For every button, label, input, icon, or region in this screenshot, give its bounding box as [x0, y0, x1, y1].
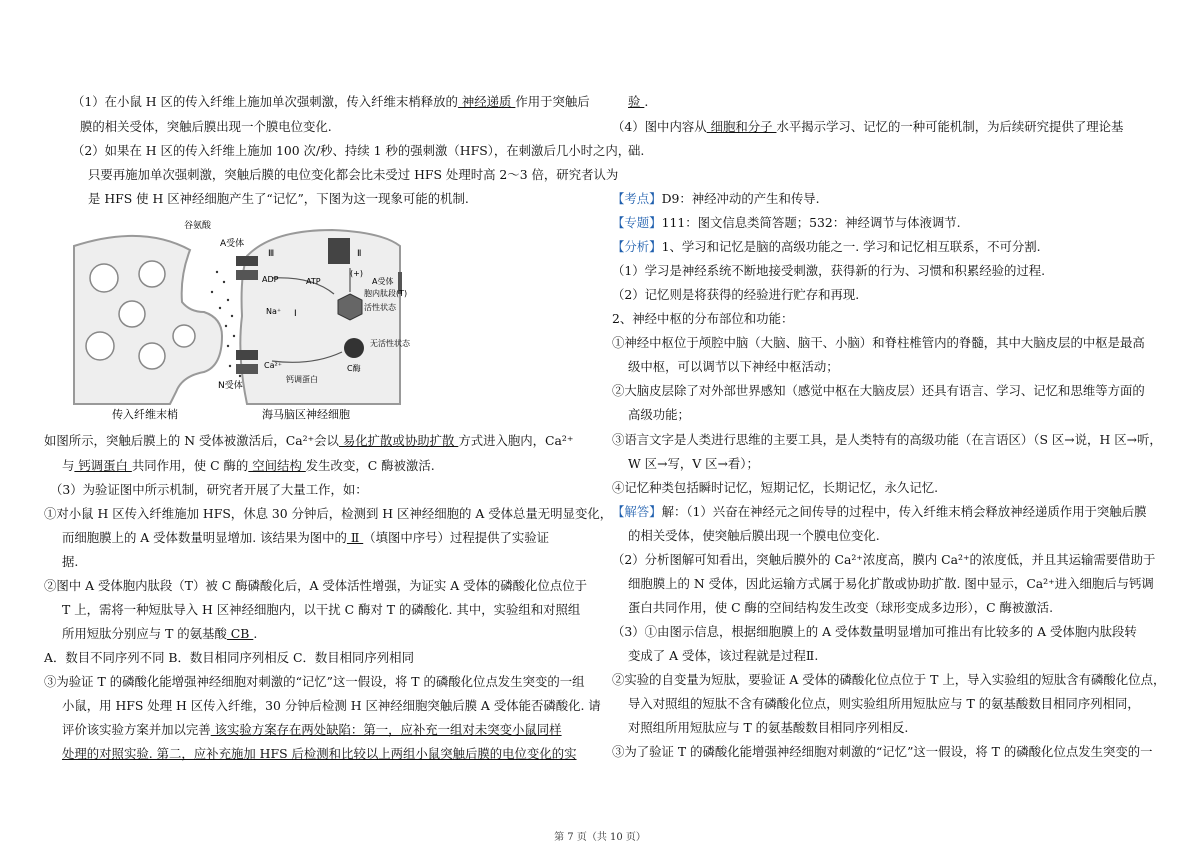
options-line: A．数目不同序列不同 B．数目相同序列相反 C．数目相同序列相同	[44, 650, 414, 665]
answer-blank: 验	[628, 94, 645, 109]
q3-2-line-1: ②图中 A 受体胞内肽段（T）被 C 酶磷酸化后，A 受体活性增强，为证实 A 受体的磷酸化位点位于	[44, 578, 588, 593]
j3-line-1: （3）①由图示信息，根据细胞膜上的 A 受体数量明显增加可推出有比较多的 A 受体胞内肽段转	[612, 624, 1137, 639]
kaodian-line: 【考点】D9：神经冲动的产生和传导.	[612, 191, 820, 206]
q4-line-1: （4）图中内容从 细胞和分子 水平揭示学习、记忆的一种可能机制，为后续研究提供了理论基	[612, 119, 1124, 134]
j4-line-2: 导入对照组的短肽不含有磷酸化位点，则实验组所用短肽应与 T 的氨基酸数目相同序列相同，	[628, 696, 1140, 711]
q2-line-5: 与 钙调蛋白 共同作用，使 C 酶的 空间结构 发生改变，C 酶被激活.	[62, 458, 435, 473]
page-footer: 第 7 页（共 10 页）	[554, 832, 646, 843]
j5-line-1: ③为了验证 T 的磷酸化能增强神经细胞对刺激的“记忆”这一假设，将 T 的磷酸化位点发生突变的一	[612, 744, 1153, 759]
f7-line: ④记忆种类包括瞬时记忆，短期记忆，长期记忆，永久记忆.	[612, 480, 939, 495]
kaodian-tag: 【考点】	[612, 191, 662, 206]
answer-blank: 细胞和分子	[706, 119, 777, 134]
q3-3-line-4	[62, 745, 577, 763]
c-enzyme-active	[338, 294, 362, 320]
postsynaptic-cell	[240, 230, 400, 404]
roman-1-label: Ⅰ	[294, 309, 297, 319]
caption-left: 传入纤维末梢	[112, 408, 178, 421]
j2-line-1: （2）分析图解可知看出，突触后膜外的 Ca²⁺浓度高，膜内 Ca²⁺的浓度低，并且其运输需要借助于	[612, 552, 1156, 567]
jieda-tag: 【解答】	[612, 504, 662, 519]
inactive-label: 无活性状态	[370, 339, 410, 348]
f6-line-1: ③语言文字是人类进行思维的主要工具，是人类特有的高级功能（在言语区）（S 区→说，H 区→听，	[612, 432, 1162, 447]
glutamate-label: 谷氨酸	[184, 221, 212, 231]
c-enzyme-inactive	[344, 338, 364, 358]
q4-line-2: 础.	[628, 143, 645, 158]
q3-3-line-2: 小鼠，用 HFS 处理 H 区传入纤维，30 分钟后检测 H 区神经细胞突触后膜 A 受体能否磷酸化. 请	[62, 698, 601, 713]
a-receptor-right-label: A受体	[372, 277, 394, 286]
answer-blank: Ⅱ	[346, 530, 364, 545]
a-receptor-label: A受体	[220, 239, 245, 249]
j3-line-2: 变成了 A 受体，该过程就是过程Ⅱ.	[628, 648, 819, 663]
f3-line: 2、神经中枢的分布部位和功能：	[612, 311, 794, 326]
r-continuation: 验 .	[628, 94, 649, 109]
caption-right: 海马脑区神经细胞	[262, 408, 350, 421]
q2-line-1: （2）如果在 H 区的传入纤维上施加 100 次/秒、持续 1 秒的强刺激（HFS），在刺激后几小时之内，	[72, 143, 631, 158]
vesicle	[119, 301, 145, 327]
q1-line-2: 膜的相关受体，突触后膜出现一个膜电位变化.	[80, 119, 332, 134]
f5-line-1: ②大脑皮层除了对外部世界感知（感觉中枢在大脑皮层）还具有语言、学习、记忆和思维等方面的	[612, 383, 1145, 398]
roman-3-label: Ⅲ	[268, 249, 275, 259]
active-label: 活性状态	[364, 303, 396, 312]
j4-line-1: ②实验的自变量为短肽，要验证 A 受体的磷酸化位点位于 T 上，导入实验组的短肽含有磷酸化位点，	[612, 672, 1166, 687]
answer-blank: 神经递质	[457, 94, 516, 109]
q3-3-line-1: ③为验证 T 的磷酸化能增强神经细胞对刺激的“记忆”这一假设，将 T 的磷酸化位点发生突变的一组	[44, 674, 585, 689]
jieda-line-2: 的相关受体，使突触后膜出现一个膜电位变化.	[628, 528, 880, 543]
q3-1-line-1: ①对小鼠 H 区传入纤维施加 HFS，休息 30 分钟后，检测到 H 区神经细胞的 A 受体总量无明显变化，	[44, 506, 613, 521]
jieda-line-1: 【解答】解：（1）兴奋在神经元之间传导的过程中，传入纤维末梢会释放神经递质作用于突触后膜	[612, 504, 1147, 519]
q1-line-1: （1）在小鼠 H 区的传入纤维上施加单次强刺激，传入纤维末梢释放的 神经递质 作用于突触后	[72, 94, 590, 109]
vesicle	[86, 332, 114, 360]
zhuanti-tag: 【专题】	[612, 215, 662, 230]
f6-line-2: W 区→写，V 区→看）；	[628, 456, 759, 471]
q2-line-4: 如图所示，突触后膜上的 N 受体被激活后，Ca²⁺会以 易化扩散或协助扩散 方式进入胞内，Ca²⁺	[44, 433, 574, 448]
vesicle	[139, 261, 165, 287]
q3-1-line-2: 而细胞膜上的 A 受体数量明显增加. 该结果为图中的 Ⅱ （填图中序号）过程提供了实验证	[62, 530, 550, 545]
plus-label: (+)	[350, 269, 363, 278]
f5-line-2: 高级功能；	[628, 407, 690, 422]
q3-2-line-3: 所用短肽分别应与 T 的氨基酸 CB .	[62, 626, 258, 641]
c-enzyme-label: C酶	[347, 364, 361, 373]
f1-line: （1）学习是神经系统不断地接受刺激，获得新的行为、习惯和积累经验的过程.	[612, 263, 1046, 278]
synapse-diagram	[72, 216, 410, 424]
answer-blank: 空间结构	[248, 458, 306, 473]
n-receptor-label: N受体	[218, 381, 243, 391]
ca-label: Ca²⁺	[264, 361, 282, 370]
q2-line-3: 是 HFS 使 H 区神经细胞产生了“记忆”，下图为这一现象可能的机制.	[88, 191, 469, 206]
roman-2-label: Ⅱ	[357, 249, 362, 259]
vesicle	[90, 264, 118, 292]
j4-line-3: 对照组所用短肽应与 T 的氨基酸数目相同序列相反.	[628, 720, 909, 735]
zhuanti-line: 【专题】111：图文信息类简答题；532：神经调节与体液调节.	[612, 215, 961, 230]
fenxi-line: 【分析】1、学习和记忆是脑的高级功能之一. 学习和记忆相互联系，不可分割.	[612, 239, 1041, 254]
fenxi-tag: 【分析】	[612, 239, 662, 254]
calmodulin-label: 钙调蛋白	[286, 375, 318, 384]
adp-label: ADP	[262, 275, 279, 284]
atp-label: ATP	[306, 277, 321, 286]
f4-line-1: ①神经中枢位于颅腔中脑（大脑、脑干、小脑）和脊柱椎管内的脊髓，其中大脑皮层的中枢是最高	[612, 335, 1145, 350]
f2-line: （2）记忆则是将获得的经验进行贮存和再现.	[612, 287, 860, 302]
answer-blank: CB	[226, 626, 254, 641]
a-receptor-top	[328, 238, 350, 264]
t-segment-label: 胞内肽段(T)	[364, 289, 408, 298]
f4-line-2: 级中枢，可以调节以下神经中枢活动；	[628, 359, 839, 374]
answer-blank: 该实验方案存在两处缺陷：第一，应补充一组对未突变小鼠同样	[210, 722, 562, 737]
vesicle	[139, 343, 165, 369]
q2-line-2: 只要再施加单次强刺激，突触后膜的电位变化都会比未受过 HFS 处理时高 2～3 倍，研究者认为	[88, 167, 619, 182]
vesicle	[173, 325, 195, 347]
j2-line-3: 蛋白共同作用，使 C 酶的空间结构发生改变（球形变成多边形），C 酶被激活.	[628, 600, 1054, 615]
q3-2-line-2: T 上，需将一种短肽导入 H 区神经细胞内，以干扰 C 酶对 T 的磷酸化. 其中，实验组和对照组	[62, 602, 581, 617]
answer-blank: 处理的对照实验. 第二，应补充施加 HFS 后检测和比较以上两组小鼠突触后膜的电位变化的实	[62, 746, 577, 761]
q3-line-1: （3）为验证图中所示机制，研究者开展了大量工作，如：	[50, 482, 368, 497]
q3-3-line-3: 评价该实验方案并加以完善 该实验方案存在两处缺陷：第一，应补充一组对未突变小鼠同样	[62, 722, 562, 737]
answer-blank: 钙调蛋白	[74, 458, 132, 473]
q3-1-line-3: 据.	[62, 554, 79, 569]
na-label: Na⁺	[266, 307, 282, 316]
answer-blank: 易化扩散或协助扩散	[338, 433, 459, 448]
j2-line-2: 细胞膜上的 N 受体，因此运输方式属于易化扩散或协助扩散. 图中显示，Ca²⁺进入细胞后与钙调	[628, 576, 1154, 591]
